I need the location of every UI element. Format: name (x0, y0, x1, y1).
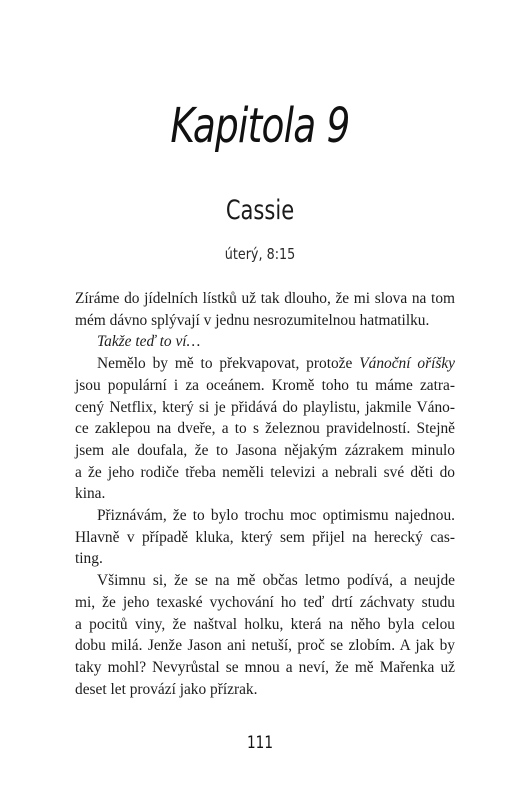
text-line: Takže teď to ví… (97, 333, 201, 351)
text-line: mi, že jeho texaské vychování ho teď drtí záchvaty studu (75, 593, 455, 611)
text-line: Přiznávám, že to bylo trochu moc optimismu najednou. (97, 507, 455, 525)
chapter-title: Kapitola 9 (170, 98, 350, 154)
text-line: kina. (75, 485, 106, 503)
text-line: ce zaklepou na dveře, a to s železnou pravidelností. Stejně (75, 420, 455, 438)
text-line: ting. (75, 550, 103, 568)
text-line: Hlavně v případě kluka, který sem přijel na herecký cas- (75, 528, 455, 546)
text-line: jsem ale doufala, že to Jasona nějakým zázrakem minulo (75, 441, 455, 459)
text-line: Zíráme do jídelních lístků už tak dlouho, že mi slova na tom (75, 290, 455, 307)
text-line: cený Netflix, který si je přidává do playlistu, jakmile Váno- (75, 398, 455, 416)
text-line: jsou populární i za oceánem. Kromě toho tu máme zatra- (75, 376, 455, 394)
chapter-timestamp: úterý, 8:15 (224, 245, 296, 263)
text-line: Všimnu si, že se na mě občas letmo podívá, a neujde (97, 572, 455, 590)
text-line: mém dávno splývají v jednu nesrozumitelnou hatmatilku. (75, 311, 430, 329)
chapter-narrator-name: Cassie (225, 195, 295, 226)
text-line: deset let provází jako přízrak. (75, 680, 258, 698)
page-number: 111 (247, 733, 273, 753)
text-line: taky mohl? Nevyrůstal se mnou a neví, že mě Mařenka už (75, 658, 455, 676)
text-line (75, 353, 455, 375)
text-line: a pocitů viny, že naštval holku, která na něho byla celou (75, 615, 455, 633)
text-line: a že jeho rodiče třeba neměli televizi a nebrali své děti do (75, 463, 455, 481)
text-line: dobu milá. Jenže Jason ani netuší, proč se zlobím. A jak by (75, 637, 455, 655)
text-fragment: Nemělo by mě to překvapovat, protože (97, 355, 360, 373)
chapter-body-text (75, 288, 455, 700)
book-title-emphasis: Vánoční oříšky (359, 355, 455, 373)
